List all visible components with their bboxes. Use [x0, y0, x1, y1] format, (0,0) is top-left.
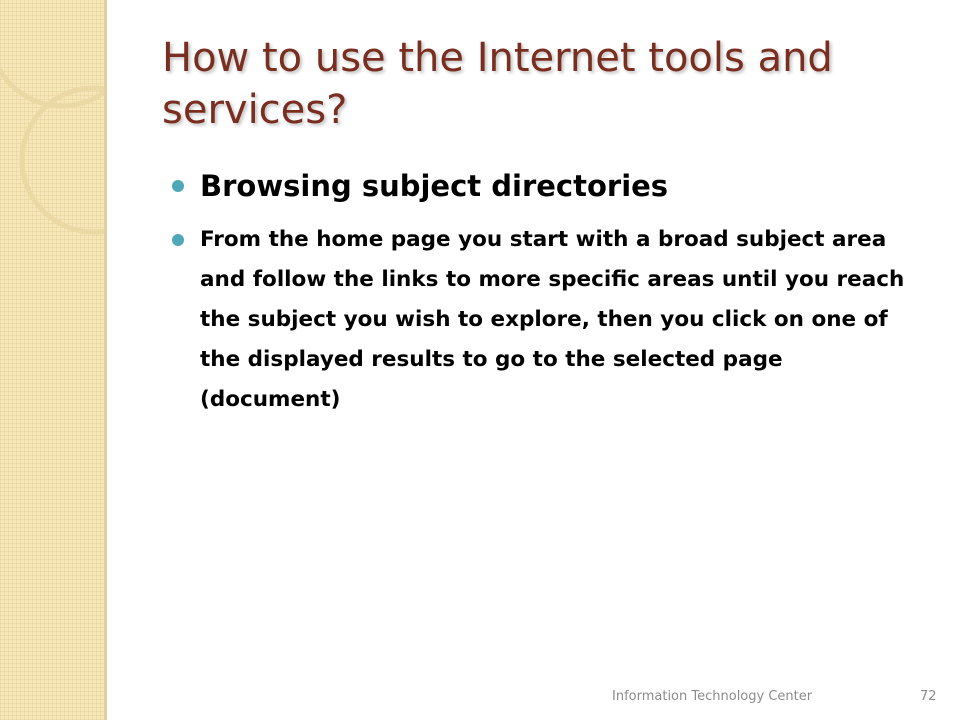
bullet-item-directories: [172, 160, 912, 212]
decorative-side-panel: [0, 0, 107, 720]
side-panel-edge: [104, 0, 107, 720]
bullet-dot-icon: [172, 234, 184, 246]
slide-title: How to use the Internet tools and services?: [162, 35, 833, 133]
bullet-text: From the home page you start with a broad subject area and follow the links to more specific areas until you reach the subject you wish to explore, then you click on one of the displayed results to go to the selected page (document): [200, 227, 905, 412]
bullet-list: [172, 160, 912, 420]
bullet-dot-icon: [172, 180, 184, 192]
bullet-item-description: [172, 220, 912, 420]
decorative-circles-graphic: [0, 0, 107, 260]
footer-organization-name: Information Technology Center: [612, 689, 813, 704]
bullet-text: Browsing subject directories: [200, 169, 669, 203]
page-number: 72: [920, 689, 937, 704]
decorative-circle-inner: [22, 88, 107, 232]
